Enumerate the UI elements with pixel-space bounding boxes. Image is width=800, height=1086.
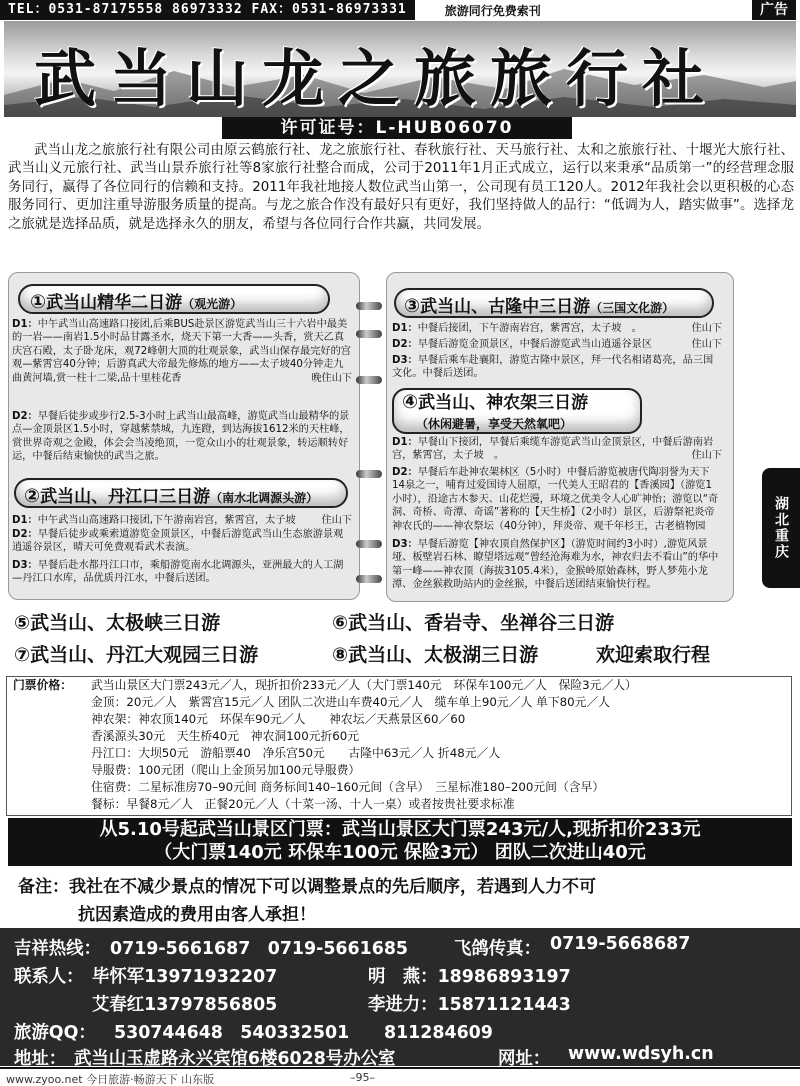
contact-person[interactable]: 李进力：15871121443 bbox=[368, 995, 571, 1015]
tour-4-day-3: D3：早餐后游览【神农顶自然保护区】（游览时间约3小时）,游览风景垭、板壁岩石林、瞭望塔远观“曾经沧海难为水，神农归去不看山”的华中第一峰——神农顶（海拔3105.4米），金猴岭原始森林，野人梦苑小龙潭、金丝猴救助站内的金丝猴，中餐后送团结束愉快行程。 bbox=[392, 539, 719, 591]
tour-3-title: ③武当山、古隆中三日游（三国文化游） bbox=[394, 288, 714, 318]
hotline-numbers[interactable]: 0719-5661687 0719-5661685 bbox=[110, 939, 409, 959]
fees-line: 香溪源头30元 天生桥40元 神农洞100元折60元 bbox=[91, 729, 360, 743]
title-banner bbox=[4, 21, 796, 117]
binder-ring bbox=[356, 575, 382, 583]
tour-3-day-3: D3：早餐后乘车赴襄阳，游览古隆中景区，拜一代名相诸葛亮，品三国文化。中餐后送团。 bbox=[392, 355, 714, 380]
tour-3-day-2: D2：早餐后游览金顶景区，中餐后游览武当山逍遥谷景区 住山下 bbox=[392, 339, 722, 350]
stay-note: 住山下 bbox=[691, 450, 722, 462]
ticket-price-table bbox=[6, 676, 792, 816]
footer-site: www.zyoo.net 今日旅游·畅游天下 山东版 bbox=[6, 1073, 215, 1086]
stay-note: 住山下 bbox=[691, 339, 722, 350]
tour-7-title: ⑦武当山、丹江大观园三日游 bbox=[14, 644, 259, 666]
promo-line: 从5.10号起武当山景区门票：武当山景区大门票243元/人,现折扣价233元 bbox=[99, 819, 701, 840]
agency-name: 武当山龙之旅旅行社 bbox=[34, 42, 719, 115]
binder-ring bbox=[356, 540, 382, 548]
qq-label: 旅游QQ： bbox=[14, 1023, 96, 1043]
fees-line: 导服费：100元团（爬山上金顶另加100元导服费） bbox=[91, 763, 361, 777]
fax-label: 飞鸽传真： bbox=[454, 939, 541, 959]
tour-2-day-1: D1：中午武当山高速路口接团,下午游南岩宫，紫霄宫，太子坡 住山下 bbox=[12, 515, 352, 526]
fees-line: 餐标：早餐8元／人 正餐20元／人（十菜一汤、十人一桌）或者按贵社要求标准 bbox=[91, 797, 515, 811]
fees-line: 金顶：20元／人 紫霄宫15元／人 团队二次进山车费40元／人 缆车单上90元／人 单下80元／人 bbox=[91, 695, 611, 709]
remark-line-2: 抗因素造成的费用由客人承担！ bbox=[78, 905, 316, 925]
tour-4-title: ④武当山、神农架三日游 （休闲避暑，享受天然氧吧） bbox=[392, 388, 642, 434]
license-number: 许可证号：L-HUB06070 bbox=[222, 117, 572, 139]
fax-number[interactable]: 0719-5668687 bbox=[550, 934, 691, 954]
contact-person-label: 联系人： bbox=[14, 967, 84, 987]
tour-4-day-1: D1：早餐山下接团，早餐后乘缆车游览武当山金顶景区，中餐后游南岩宫，紫霄宫，太子坡 。 住山下 bbox=[392, 437, 722, 462]
page-number: –95– bbox=[350, 1071, 375, 1084]
hotline-label: 吉祥热线： bbox=[14, 939, 101, 959]
tour-5-title: ⑤武当山、太极峡三日游 bbox=[14, 612, 221, 634]
page-footer bbox=[0, 1067, 800, 1086]
contact-person[interactable]: 毕怀军13971932207 bbox=[92, 967, 278, 987]
free-index-label: 旅游同行免费索刊 bbox=[444, 3, 541, 18]
tour-2-title: ②武当山、丹江口三日游（南水北调源头游） bbox=[14, 478, 348, 508]
fees-label: 门票价格： bbox=[13, 678, 72, 692]
phone-fax-bar: TEL：0531-87175558 86973332 FAX：0531-86973331 bbox=[0, 0, 415, 20]
binder-ring bbox=[356, 302, 382, 310]
stay-note: 住山下 bbox=[691, 323, 722, 334]
website-label: 网址： bbox=[498, 1049, 551, 1069]
tour-2-day-3: D3：早餐后赴水都丹江口市，乘船游览南水北调源头，亚洲最大的人工湖—丹江口水库，品优质丹江水，中餐后送团。 bbox=[12, 560, 344, 585]
company-intro: 武当山龙之旅旅行社有限公司由原云鹤旅行社、龙之旅旅行社、春秋旅行社、天马旅行社、太和之旅旅行社、十堰光大旅行社、武当山义元旅行社、武当山景乔旅行社等8家旅行社整合而成，公司于2011年1月正式成立，运行以来秉承“品质第一”的经营理念服务同行，赢得了各位同行的信赖和支持。2011年我社地接人数位武当山第一，公司现有员工120人。2012年我社会以更积极的心态服务同行、更加注重导游服务质量的提高。与龙之旅合作没有最好只有更好，我们坚持做人的品行：“低调为人，踏实做事”。选择龙之旅就是选择品质，就是选择永久的朋友，希望与各位同行合作共赢，共同发展。 bbox=[8, 143, 794, 232]
binder-ring bbox=[356, 470, 382, 478]
promo-line: （大门票140元 环保车100元 保险3元） 团队二次进山40元 bbox=[154, 842, 646, 863]
ad-badge: 广告 bbox=[752, 0, 796, 20]
ticket-promo-banner bbox=[8, 818, 792, 866]
contact-person[interactable]: 艾春红13797856805 bbox=[92, 995, 278, 1015]
tour-8-title: ⑧武当山、太极湖三日游 bbox=[332, 644, 539, 666]
region-tab: 湖北重庆 bbox=[762, 468, 800, 588]
binder-ring bbox=[356, 376, 382, 384]
address: 武当山玉虚路永兴宾馆6楼6028号办公室 bbox=[74, 1049, 396, 1069]
fees-line: 武当山景区大门票243元／人，现折扣价233元／人（大门票140元 环保车100元／人 保险3元／人） bbox=[91, 678, 637, 692]
remark-label: 备注： bbox=[18, 877, 69, 897]
binder-ring bbox=[356, 330, 382, 338]
fees-line: 住宿费：二星标准房70–90元间 商务标间140–160元间（含早） 三星标准180–200元间（含早） bbox=[91, 780, 605, 794]
remark-line-1: 备注：我社在不减少景点的情况下可以调整景点的先后顺序，若遇到人力不可 bbox=[18, 877, 596, 897]
tour-1-title: ①武当山精华二日游（观光游） bbox=[18, 284, 330, 314]
itinerary-request-label: 欢迎索取行程 bbox=[596, 644, 711, 666]
top-bar bbox=[0, 0, 800, 20]
tour-6-title: ⑥武当山、香岩寺、坐禅谷三日游 bbox=[332, 612, 615, 634]
fees-line: 神农架：神农顶140元 环保车90元／人 神农坛／天燕景区60／60 bbox=[91, 712, 466, 726]
address-label: 地址： bbox=[14, 1049, 67, 1069]
stay-note: 晚住山下 bbox=[311, 372, 352, 384]
stay-note: 住山下 bbox=[321, 515, 352, 526]
tour-3-day-1: D1：中餐后接团，下午游南岩宫，紫霄宫，太子坡 。 住山下 bbox=[392, 323, 722, 334]
website-link[interactable]: www.wdsyh.cn bbox=[568, 1044, 714, 1064]
contact-person[interactable]: 明 燕：18986893197 bbox=[368, 967, 571, 987]
fees-line: 丹江口：大坝50元 游船票40 净乐宫50元 古隆中63元／人 折48元／人 bbox=[91, 746, 501, 760]
tour-1-day-1: D1：中午武当山高速路口接团,后乘BUS赴景区游览武当山三十六岩中最美的一岩——南岩1.5小时品甘露圣水，烧天下第一大香——头香，赏天乙真庆宫石殿，太子卧龙床，观72峰朝大顶的壮观景象，武当山保存最完好的宫观—紫霄宫40分钟；后游真武大帝最先修炼的地方——太子坡40分钟走九曲黄河墙,赏一柱十二梁,品十里桂花香 晚住山下 bbox=[12, 319, 352, 384]
tour-2-day-2: D2：早餐后徒步或乘索道游览金顶景区，中餐后游览武当山生态旅游景观逍遥谷景区，晴天可免费观看武术表演。 bbox=[12, 529, 344, 554]
tour-4-day-2: D2：早餐后车赴神农架林区（5小时）中餐后游览被唐代陶羽誉为天下14泉之一，哺育过爱国诗人屈原，一代美人王昭君的【香溪园】（游览1小时），沿途古木参天、山花烂漫，环境之优美令人心旷神怡；游览以“奇洞、奇桥、奇潭、奇谣”著称的【天生桥】（2小时）景区，后游祭祀炎帝神农氏的——神农祭坛（40分钟），拜炎帝、观千年杉王，古老植物园 bbox=[392, 467, 719, 532]
qq-numbers[interactable]: 530744648 540332501 811284609 bbox=[114, 1023, 493, 1043]
contact-panel bbox=[0, 928, 800, 1069]
tour-1-day-2: D2：早餐后徒步或步行2.5-3小时上武当山最高峰，游览武当山最精华的景点—金顶景区1.5小时，穿越紫禁城，九连蹬，到达海拔1612米的天柱峰，赏世界奇观之金殿，体会会当凌绝顶，一览众山小的壮观景象，转运顺转好运，中餐后结束愉快的武当之旅。 bbox=[12, 411, 350, 463]
